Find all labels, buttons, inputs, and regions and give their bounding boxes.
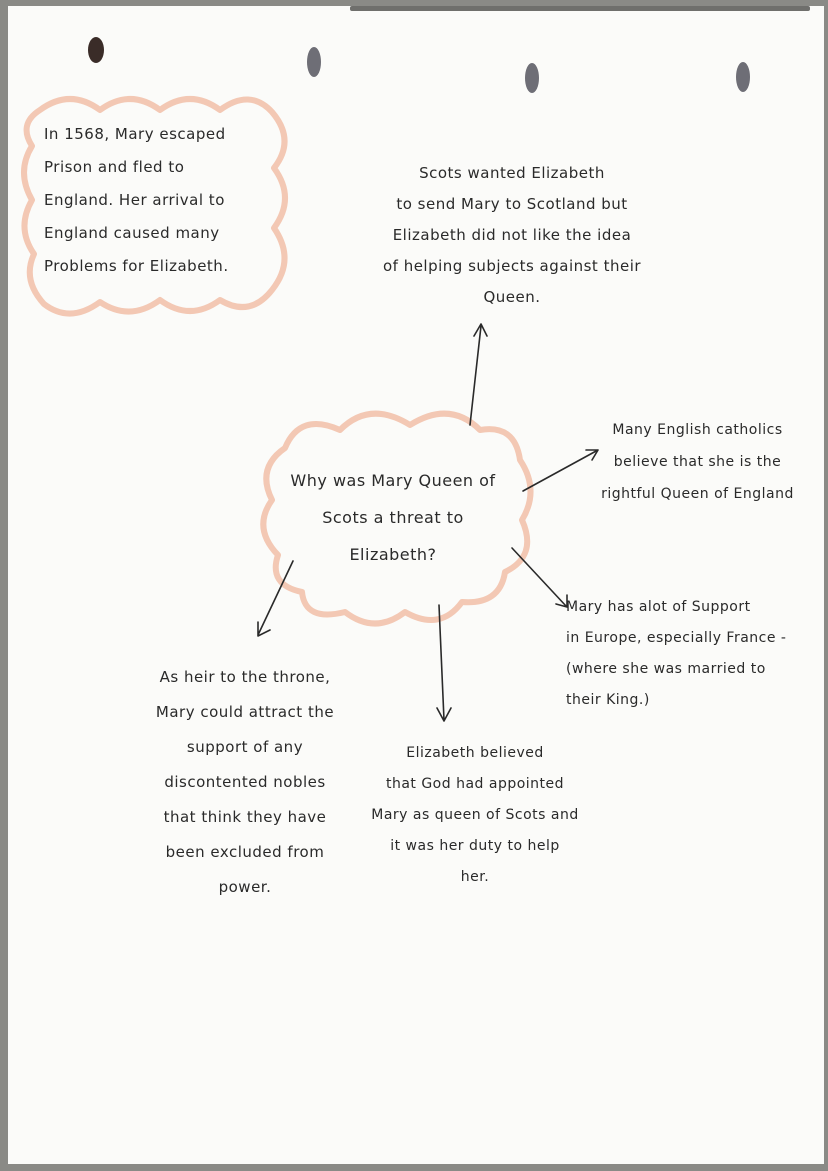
- branch-right-lower-line: their King.): [566, 692, 650, 708]
- branch-bottom-left-line: discontented nobles: [164, 773, 326, 791]
- arrow-to-bottom-center: [437, 605, 451, 721]
- arrow-to-right-lower: [512, 548, 567, 607]
- branch-bottom-center-line: Elizabeth believed: [406, 745, 544, 761]
- intro-note: [44, 118, 229, 283]
- central-question-line: Why was Mary Queen of: [290, 471, 496, 490]
- branch-right-lower-line: Mary has alot of Support: [566, 599, 751, 615]
- branch-bottom-center-line: that God had appointed: [385, 776, 565, 792]
- branch-right-lower-line: in Europe, especially France -: [566, 630, 787, 646]
- branch-top-line: Scots wanted Elizabeth: [419, 164, 605, 182]
- branch-bottom-left-line: power.: [218, 878, 272, 896]
- central-question: [278, 462, 508, 573]
- intro-note-line: England. Her arrival to: [44, 191, 225, 209]
- central-question-line: Scots a threat to: [322, 508, 464, 527]
- branch-bottom-center-line: it was her duty to help: [390, 838, 560, 854]
- branch-bottom-left-line: been excluded from: [165, 843, 325, 861]
- central-question-line: Elizabeth?: [349, 545, 437, 564]
- branch-right-upper-note: [580, 414, 815, 510]
- branch-top-note: [352, 158, 672, 313]
- arrow-to-top: [470, 324, 487, 425]
- branch-bottom-left-line: that think they have: [163, 808, 327, 826]
- branch-top-line: Elizabeth did not like the idea: [392, 226, 632, 244]
- intro-note-line: Problems for Elizabeth.: [44, 257, 229, 275]
- branch-right-upper-line: believe that she is the: [613, 454, 782, 470]
- branch-bottom-left-note: [100, 660, 390, 905]
- intro-note-line: Prison and fled to: [44, 158, 185, 176]
- branch-right-lower-line: (where she was married to: [566, 661, 766, 677]
- branch-top-line: Queen.: [483, 288, 541, 306]
- branch-bottom-center-note: [355, 738, 595, 893]
- branch-bottom-left-line: support of any: [186, 738, 304, 756]
- branch-right-upper-line: Many English catholics: [612, 422, 783, 438]
- branch-right-lower-note: [566, 592, 787, 716]
- branch-top-line: of helping subjects against their: [382, 257, 642, 275]
- intro-note-line: England caused many: [44, 224, 220, 242]
- branch-bottom-center-line: her.: [460, 869, 490, 885]
- branch-top-line: to send Mary to Scotland but: [396, 195, 628, 213]
- branch-right-upper-line: rightful Queen of England: [601, 486, 794, 502]
- branch-bottom-center-line: Mary as queen of Scots and: [371, 807, 579, 823]
- branch-bottom-left-line: Mary could attract the: [155, 703, 335, 721]
- branch-bottom-left-line: As heir to the throne,: [159, 668, 331, 686]
- intro-note-line: In 1568, Mary escaped: [44, 125, 226, 143]
